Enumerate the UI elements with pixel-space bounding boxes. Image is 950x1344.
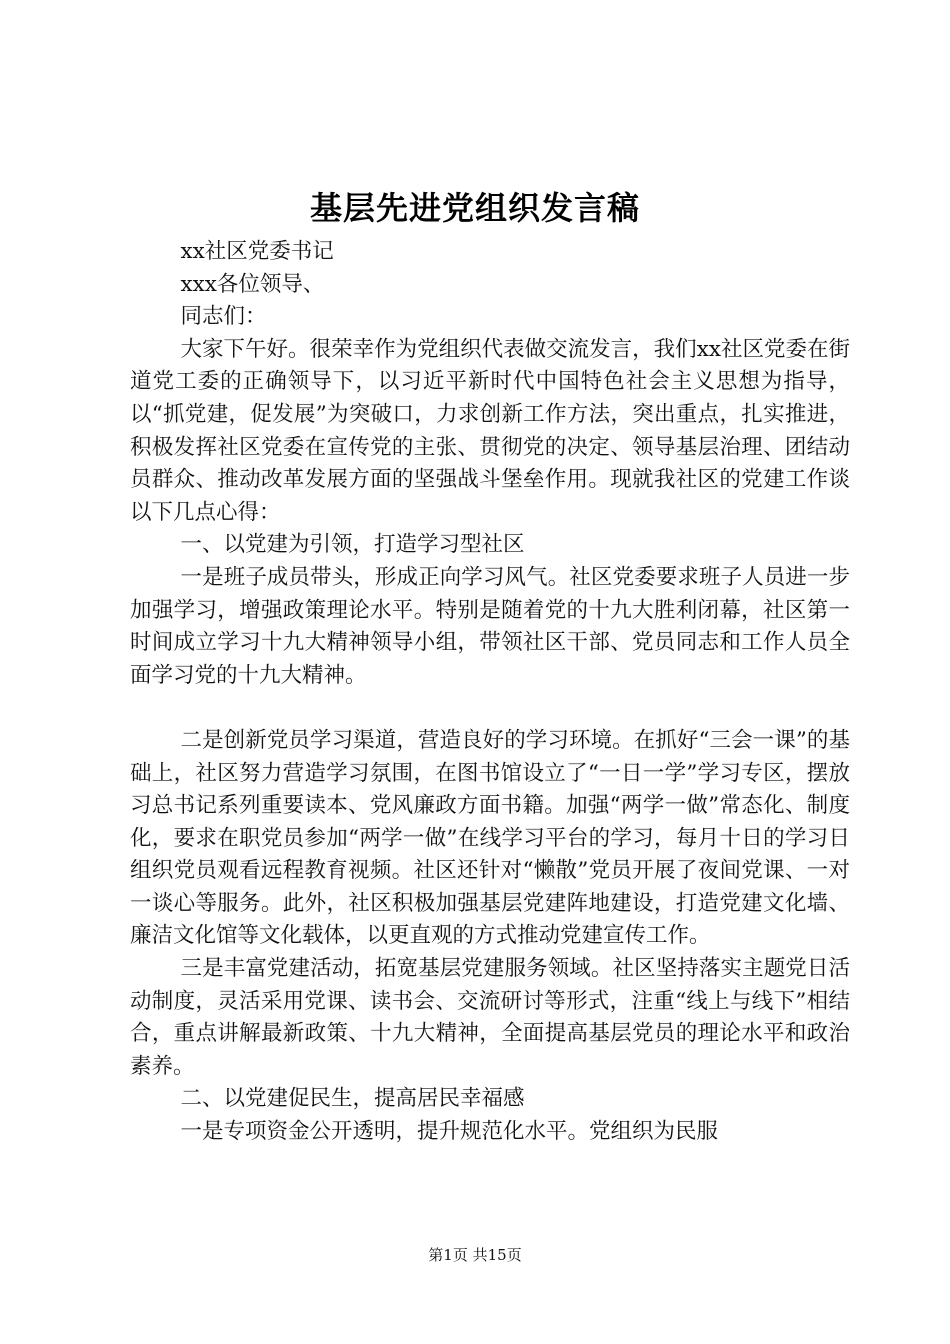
body-paragraph-1-3: 三是丰富党建活动，拓宽基层党建服务领域。社区坚持落实主题党日活动制度，灵活采用党课、读书会、交流研讨等形式，注重“线上与线下”相结合，重点讲解最新政策、十九大精神，全面提高基层党员的理论水平和政治素养。 xyxy=(130,956,850,1079)
section-heading-1: 一、以党建为引领，打造学习型社区 xyxy=(180,532,525,558)
document-title: 基层先进党组织发言稿 xyxy=(309,189,640,227)
salutation-line-2: 同志们： xyxy=(180,304,267,330)
page-footer: 第1页 共15页 xyxy=(428,1246,522,1264)
body-paragraph-2-1: 一是专项资金公开透明，提升规范化水平。党组织为民服 xyxy=(180,1119,719,1145)
paragraph-gap xyxy=(130,692,850,725)
section-heading-2: 二、以党建促民生，提高居民幸福感 xyxy=(180,1086,525,1112)
body-paragraph-intro: 大家下午好。很荣幸作为党组织代表做交流发言，我们xx社区党委在街道党工委的正确领导下，以习近平新时代中国特色社会主义思想为指导，以“抓党建，促发展”为突破口，力求创新工作方法，突出重点，扎实推进，积极发挥社区党委在宣传党的主张、贯彻党的决定、领导基层治理、团结动员群众、推动改革发展方面的坚强战斗堡垒作用。现就我社区的党建工作谈以下几点心得： xyxy=(130,336,850,525)
document-body xyxy=(130,236,850,1149)
salutation-line: xxx各位领导、 xyxy=(180,271,325,297)
body-paragraph-1-2: 二是创新党员学习渠道，营造良好的学习环境。在抓好“三会一课”的基础上，社区努力营造学习氛围，在图书馆设立了“一日一学”学习专区，摆放习总书记系列重要读本、党风廉政方面书籍。加强“两学一做”常态化、制度化，要求在职党员参加“两学一做”在线学习平台的学习，每月十日的学习日组织党员观看远程教育视频。社区还针对“懒散”党员开展了夜间党课、一对一谈心等服务。此外，社区积极加强基层党建阵地建设，打造党建文化墙、廉洁文化馆等文化载体，以更直观的方式推动党建宣传工作。 xyxy=(130,727,850,949)
author-line: xx社区党委书记 xyxy=(180,239,334,264)
body-paragraph-1-1: 一是班子成员带头，形成正向学习风气。社区党委要求班子人员进一步加强学习，增强政策理论水平。特别是随着党的十九大胜利闭幕，社区第一时间成立学习十九大精神领导小组，带领社区干部、党员同志和工作人员全面学习党的十九大精神。 xyxy=(130,564,850,688)
